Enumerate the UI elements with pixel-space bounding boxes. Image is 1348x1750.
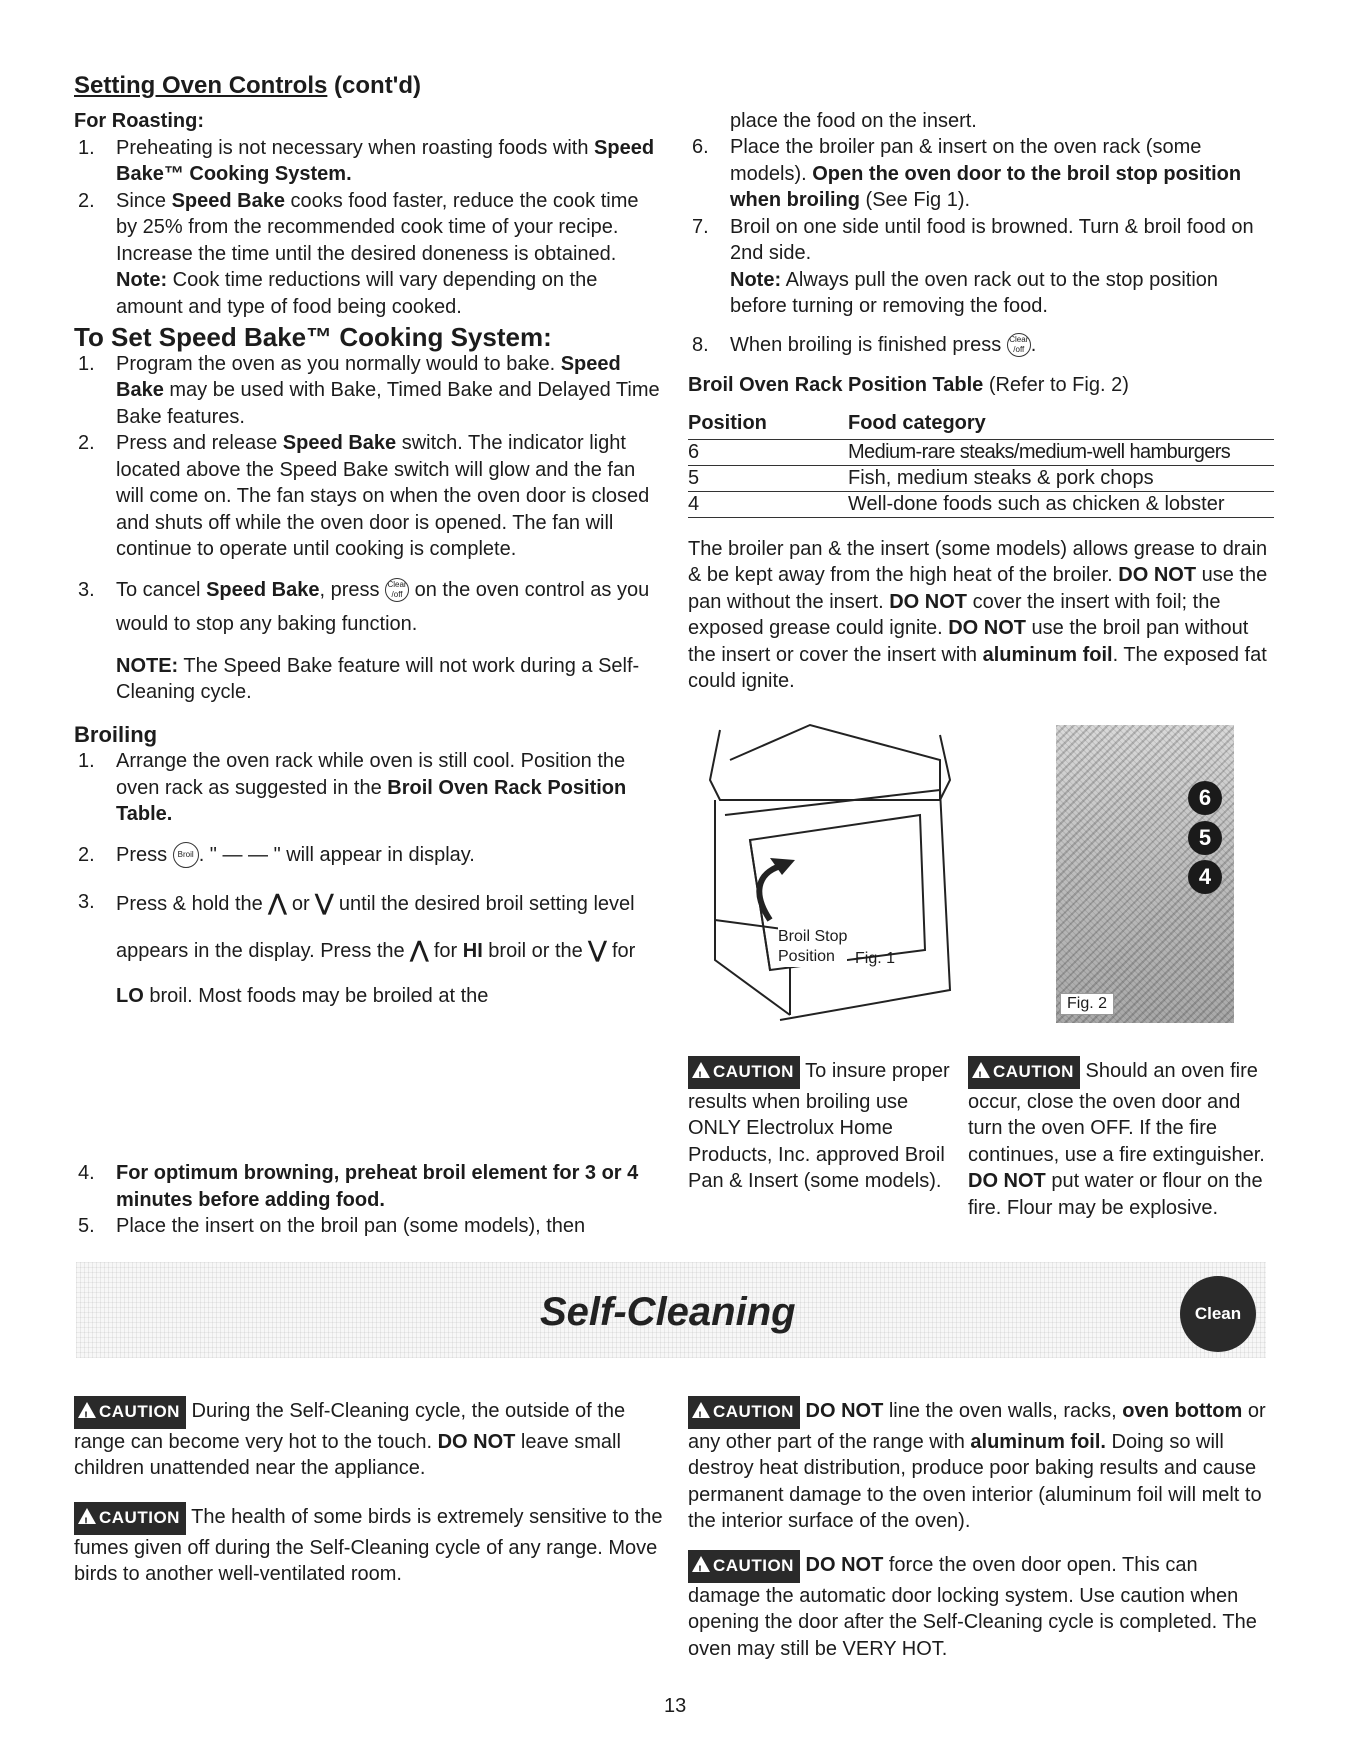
right-column-lists	[688, 134, 1274, 695]
speed-bake-heading: To Set Speed Bake™ Cooking System:	[74, 322, 552, 352]
oven-door-icon	[690, 720, 960, 1025]
caution-aluminum-foil: !CAUTION DO NOT line the oven walls, racks, oven bottom or any other part of the range with aluminum foil. Doing so will destroy heat distribution, produce poor baking results and cause permanent damage to the oven interior (aluminum foil will melt to the interior surface of the oven).	[688, 1396, 1274, 1535]
self-cleaning-title: Self-Cleaning	[540, 1290, 796, 1334]
left-column	[74, 108, 664, 1019]
list-item: 5. Place the insert on the broil pan (some models), then	[78, 1215, 586, 1237]
caution-badge: !CAUTION	[688, 1056, 800, 1089]
caution-broil-pan: !CAUTION To insure proper results when broiling use ONLY Electrolux Home Products, Inc. approved Broil Pan & Insert (some models).	[688, 1056, 953, 1195]
list-item: 4. For optimum browning, preheat broil element for 3 or 4 minutes before adding food.	[78, 1162, 639, 1211]
list-item: 2. Press and release Speed Bake switch. The indicator light located above the Speed Bake switch will glow and the fan will come on. The fan stays on when the oven door is closed and shuts off while the oven door is opened. The fan will continue to operate until cooking is complete.	[78, 432, 650, 560]
fig1-callout: Broil Stop Position	[778, 928, 848, 965]
warning-icon	[692, 1556, 710, 1572]
table-row: 5 Fish, medium steaks & pork chops	[688, 465, 1274, 491]
list-item: 3. To cancel Speed Bake, press Clear /off on the oven control as you would to stop any baking function.	[78, 578, 650, 635]
table-header-row: Position Food category	[688, 410, 1274, 439]
down-arrow-icon: ⋁	[588, 936, 607, 962]
caution-badge: !CAUTION	[688, 1550, 800, 1583]
rack-position-6-badge: 6	[1188, 781, 1222, 815]
list-item: 1. Preheating is not necessary when roasting foods with Speed Bake™ Cooking System.	[78, 136, 655, 185]
figure-2-rack-photo	[1056, 725, 1234, 1023]
figure-1-oven-illustration	[690, 720, 960, 1025]
broiling-list-cont	[688, 108, 1274, 135]
roasting-list	[74, 135, 664, 321]
warning-icon	[972, 1062, 990, 1078]
list-item: place the food on the insert.	[730, 110, 977, 132]
broiling-heading: Broiling	[74, 721, 158, 747]
list-item: 8. When broiling is finished press Clear /off .	[692, 333, 1037, 356]
rack-position-4-badge: 4	[1188, 860, 1222, 894]
up-arrow-icon: ⋀	[268, 889, 287, 915]
fig1-label: Fig. 1	[855, 950, 896, 967]
warning-icon	[692, 1402, 710, 1418]
list-item: 2. Since Speed Bake cooks food faster, reduce the cook time by 25% from the recommended cook time of your recipe. Increase the time until the desired doneness is obtained. Note: Cook time reductions will vary depending on the amount and type of food being cooked.	[78, 189, 639, 318]
broiler-pan-paragraph: The broiler pan & the insert (some models) allows grease to drain & be kept away from the high heat of the broiler. DO NOT use the pan without the insert. DO NOT cover the insert with foil; the exposed grease could ignite. DO NOT use the broil pan without the insert or cover the insert with aluminum foil. The exposed fat could ignite.	[688, 537, 1268, 692]
caution-oven-fire: !CAUTION Should an oven fire occur, close the oven door and turn the oven OFF. If the fire continues, use a fire extinguisher. DO NOT put water or flour on the fire. Flour may be explosive.	[968, 1056, 1268, 1221]
caution-door-lock: !CAUTION DO NOT force the oven door open. This can damage the automatic door locking system. Use caution when opening the door after the Self-Cleaning cycle is completed. The oven may still be VERY HOT.	[688, 1550, 1274, 1662]
caution-badge: !CAUTION	[688, 1396, 800, 1429]
caution-outside-hot: !CAUTION During the Self-Cleaning cycle, the outside of the range can become very hot to the touch. DO NOT leave small children unattended near the appliance.	[74, 1396, 664, 1482]
clean-button-icon: Clean	[1180, 1276, 1256, 1352]
caution-birds: !CAUTION The health of some birds is extremely sensitive to the fumes given off during the Self-Cleaning cycle of any range. Move birds to another well-ventilated room.	[74, 1502, 664, 1588]
broil-key-icon: Broil	[173, 842, 199, 868]
broiling-list	[74, 748, 664, 1019]
fig2-label: Fig. 2	[1060, 993, 1114, 1015]
page-title: Setting Oven Controls (cont'd)	[74, 72, 422, 99]
list-item: 1. Arrange the oven rack while oven is still cool. Position the oven rack as suggested in the Broil Oven Rack Position Table.	[78, 750, 627, 825]
page-number: 13	[664, 1695, 687, 1717]
roasting-heading: For Roasting:	[74, 110, 204, 132]
warning-icon	[78, 1508, 96, 1524]
list-item: 3. Press & hold the ⋀ or ⋁ until the desired broil setting level appears in the display. Press the ⋀ for HI broil or the ⋁ for LO broil. Most foods may be broiled at the	[78, 889, 636, 1007]
right-column	[688, 108, 1274, 135]
down-arrow-icon: ⋁	[315, 889, 334, 915]
warning-icon	[692, 1062, 710, 1078]
caution-badge: !CAUTION	[74, 1396, 186, 1429]
list-item: 1. Program the oven as you normally would to bake. Speed Bake may be used with Bake, Timed Bake and Delayed Time Bake features.	[78, 352, 660, 428]
caution-badge: !CAUTION	[74, 1502, 186, 1535]
caution-badge: !CAUTION	[968, 1056, 1080, 1089]
list-item: NOTE: The Speed Bake feature will not work during a Self-Cleaning cycle.	[116, 654, 640, 703]
list-item: 7. Broil on one side until food is browned. Turn & broil food on 2nd side. Note: Always pull the oven rack out to the stop position before turning or removing the food.	[692, 215, 1254, 317]
broiling-list-lower	[74, 1160, 664, 1240]
up-arrow-icon: ⋀	[410, 936, 429, 962]
speed-bake-list	[74, 351, 664, 706]
rack-table-title: Broil Oven Rack Position Table (Refer to Fig. 2)	[688, 373, 1129, 396]
rack-position-table	[688, 410, 1274, 518]
rack-position-5-badge: 5	[1188, 821, 1222, 855]
list-item: 2. Press Broil . " — — " will appear in display.	[74, 838, 664, 872]
warning-icon	[78, 1402, 96, 1418]
clear-off-key-icon: Clear /off	[385, 578, 409, 602]
table-row: 6 Medium-rare steaks/medium-well hamburgers	[688, 439, 1274, 465]
clear-off-key-icon: Clear /off	[1007, 333, 1031, 357]
table-row: 4 Well-done foods such as chicken & lobster	[688, 491, 1274, 517]
list-item: 6. Place the broiler pan & insert on the oven rack (some models). Open the oven door to the broil stop position when broiling (See Fig 1).	[692, 136, 1242, 211]
